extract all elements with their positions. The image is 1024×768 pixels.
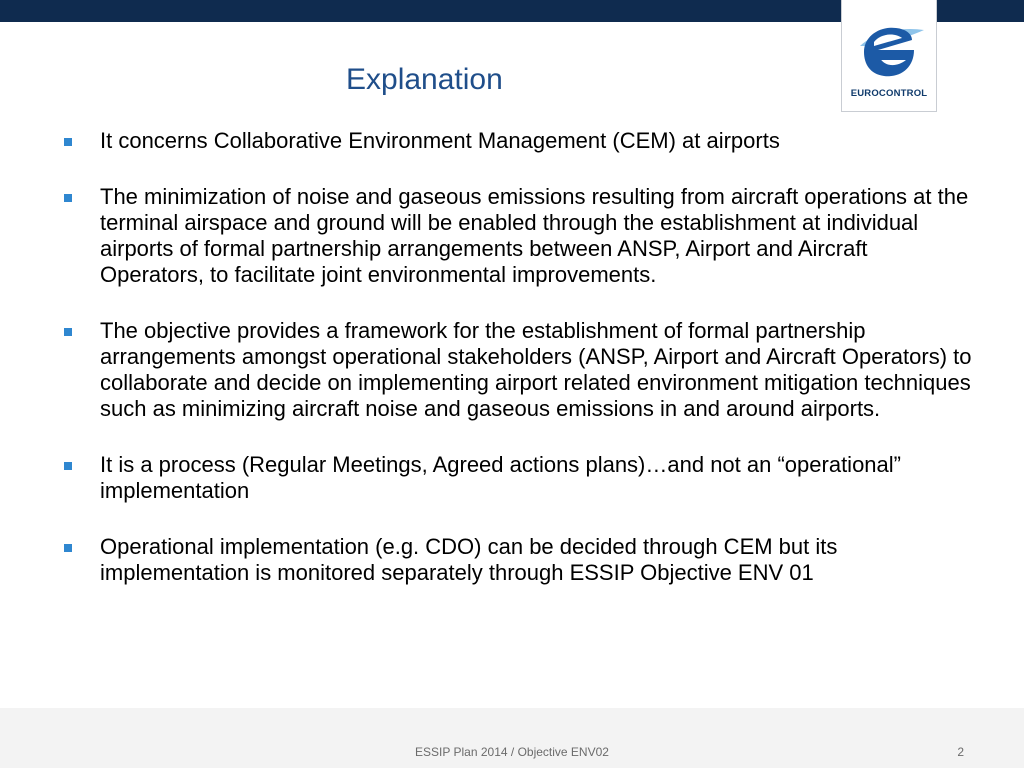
bullet-text: It concerns Collaborative Environment Management (CEM) at airports <box>100 128 780 153</box>
bullet-text: It is a process (Regular Meetings, Agreed actions plans)…and not an “operational” implementation <box>100 452 901 503</box>
slide-title: Explanation <box>346 63 503 96</box>
bullet-text: The minimization of noise and gaseous emissions resulting from aircraft operations at the terminal airspace and ground will be enabled through the establishment at individual airports of formal partnership arrangements between ANSP, Airport and Aircraft Operators, to facilitate joint environmental improvements. <box>100 184 969 287</box>
square-bullet-icon <box>64 194 72 202</box>
eurocontrol-logo <box>841 0 937 112</box>
square-bullet-icon <box>64 544 72 552</box>
page-number: 2 <box>957 745 964 759</box>
bullet-item <box>62 128 972 154</box>
square-bullet-icon <box>64 462 72 470</box>
footer-text: ESSIP Plan 2014 / Objective ENV02 <box>415 745 609 759</box>
bullet-item <box>62 534 972 586</box>
bullet-text: Operational implementation (e.g. CDO) can be decided through CEM but its implementation is monitored separately through ESSIP Objective ENV 01 <box>100 534 838 585</box>
logo-text: EUROCONTROL <box>850 88 928 99</box>
square-bullet-icon <box>64 138 72 146</box>
footer-band <box>0 708 1024 768</box>
bullet-item <box>62 452 972 504</box>
square-bullet-icon <box>64 328 72 336</box>
bullet-item <box>62 184 972 288</box>
bullet-item <box>62 318 972 422</box>
bullet-list <box>62 128 972 616</box>
eurocontrol-emblem-icon <box>850 16 930 84</box>
bullet-text: The objective provides a framework for the establishment of formal partnership arrangements amongst operational stakeholders (ANSP, Airport and Aircraft Operators) to collaborate and decide on implementing airport related environment mitigation techniques such as minimizing aircraft noise and gaseous emissions in and around airports. <box>100 318 972 421</box>
